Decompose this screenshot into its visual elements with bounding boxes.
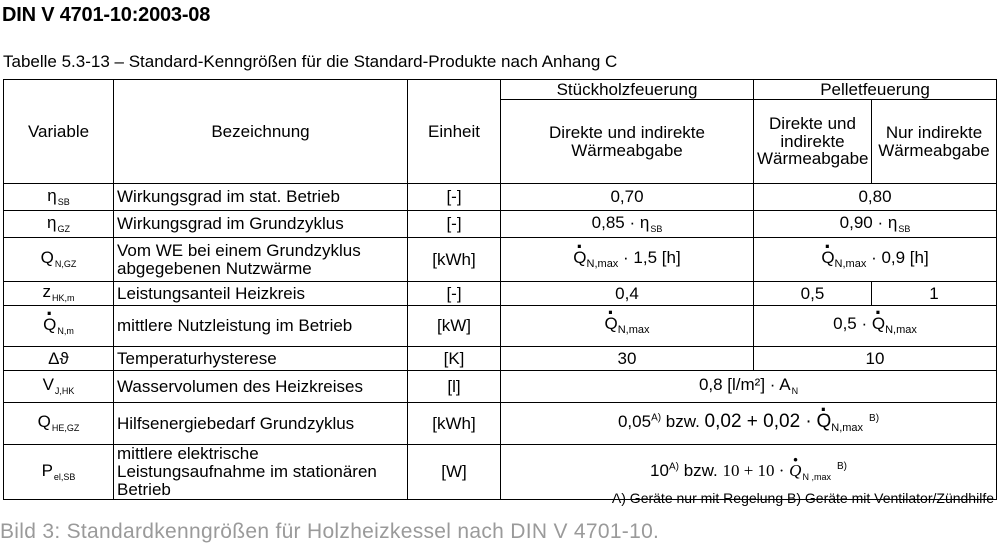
subheader-pellet-indirekt: Nur indirekte Wärmeabgabe: [872, 100, 997, 184]
kenngroessen-table: [3, 79, 997, 500]
value-pellet: 0,5 · · $Q_{N,max}$: [754, 306, 997, 347]
standard-header: DIN V 4701-10:2003-08: [2, 4, 211, 26]
subheader-stueckholz: Direkte und indirekte Wärmeabgabe: [501, 100, 754, 184]
value-pellet: 10: [754, 347, 997, 371]
table-row: [4, 282, 997, 306]
variable-cell: $\eta_{GZ}$: [4, 211, 114, 238]
unit-cell: [-]: [408, 211, 501, 238]
unit-cell: [-]: [408, 184, 501, 211]
value-pellet: 0,80: [754, 184, 997, 211]
value-stueckholz: · $Q_{N,max}$: [501, 306, 754, 347]
description-cell: Vom WE bei einem Grundzyklus abgegebenen Nutzwärme: [114, 238, 408, 282]
value-all: $0,05^{A)}$ bzw. 0,02 + 0,02 · · $Q_{N,max}^{B)}$: [501, 403, 997, 445]
col-header-pellet: Pelletfeuerung: [754, 80, 997, 100]
value-pellet: $0,90 \cdot \eta_{SB}$: [754, 211, 997, 238]
description-cell: Wasservolumen des Heizkreises: [114, 371, 408, 403]
subheader-pellet-direkt: Direkte und indirekte Wärmeabgabe: [754, 100, 872, 184]
table-row: [4, 211, 997, 238]
unit-cell: [-]: [408, 282, 501, 306]
variable-cell: $P_{el,SB}$: [4, 445, 114, 500]
table-row: [4, 347, 997, 371]
figure-caption: Bild 3: Standardkenngrößen für Holzheizkessel nach DIN V 4701-10.: [0, 520, 660, 543]
table-row: [4, 403, 997, 445]
unit-cell: [W]: [408, 445, 501, 500]
value-stueckholz: · $Q_{N,max} \cdot 1,5$ [h]: [501, 238, 754, 282]
variable-cell: $Q_{N,GZ}$: [4, 238, 114, 282]
col-header-variable: Variable: [4, 80, 114, 184]
variable-cell: $\eta_{SB}$: [4, 184, 114, 211]
variable-cell: $V_{J,HK}$: [4, 371, 114, 403]
variable-cell: $z_{HK,m}$: [4, 282, 114, 306]
unit-cell: [kWh]: [408, 238, 501, 282]
col-header-bezeichnung: Bezeichnung: [114, 80, 408, 184]
table-row: [4, 184, 997, 211]
unit-cell: [kWh]: [408, 403, 501, 445]
table-row: [4, 238, 997, 282]
description-cell: Temperaturhysterese: [114, 347, 408, 371]
description-cell: mittlere elektrische Leistungsaufnahme im stationären Betrieb: [114, 445, 408, 500]
description-cell: Leistungsanteil Heizkreis: [114, 282, 408, 306]
value-all: 0,8 $[l/m^2] \cdot A_N$: [501, 371, 997, 403]
footnote: A) Geräte nur mit Regelung B) Geräte mit Ventilator/Zündhilfe: [611, 490, 994, 506]
variable-cell: · $Q_{N,m}$: [4, 306, 114, 347]
value-stueckholz: $0,85 \cdot \eta_{SB}$: [501, 211, 754, 238]
unit-cell: [K]: [408, 347, 501, 371]
unit-cell: [l]: [408, 371, 501, 403]
value-stueckholz: 30: [501, 347, 754, 371]
col-header-einheit: Einheit: [408, 80, 501, 184]
table-title: Tabelle 5.3-13 – Standard-Kenngrößen für die Standard-Produkte nach Anhang C: [3, 52, 618, 71]
unit-cell: [kW]: [408, 306, 501, 347]
value-pellet: · $Q_{N,max} \cdot 0,9$ [h]: [754, 238, 997, 282]
description-cell: mittlere Nutzleistung im Betrieb: [114, 306, 408, 347]
value-stueckholz: 0,70: [501, 184, 754, 211]
description-cell: Hilfsenergiebedarf Grundzyklus: [114, 403, 408, 445]
value-all: $10^{A)}$ bzw. 10 + 10 · · $Q_{N ,max}^{B)}$: [501, 445, 997, 500]
description-cell: Wirkungsgrad im Grundzyklus: [114, 211, 408, 238]
table-row: [4, 371, 997, 403]
col-header-stueckholz: Stückholzfeuerung: [501, 80, 754, 100]
variable-cell: Δϑ: [4, 347, 114, 371]
description-cell: Wirkungsgrad im stat. Betrieb: [114, 184, 408, 211]
value-pellet-direkt: 0,5: [754, 282, 872, 306]
value-stueckholz: 0,4: [501, 282, 754, 306]
value-pellet-indirekt: 1: [872, 282, 997, 306]
variable-cell: $Q_{HE,GZ}$: [4, 403, 114, 445]
table-row: [4, 306, 997, 347]
